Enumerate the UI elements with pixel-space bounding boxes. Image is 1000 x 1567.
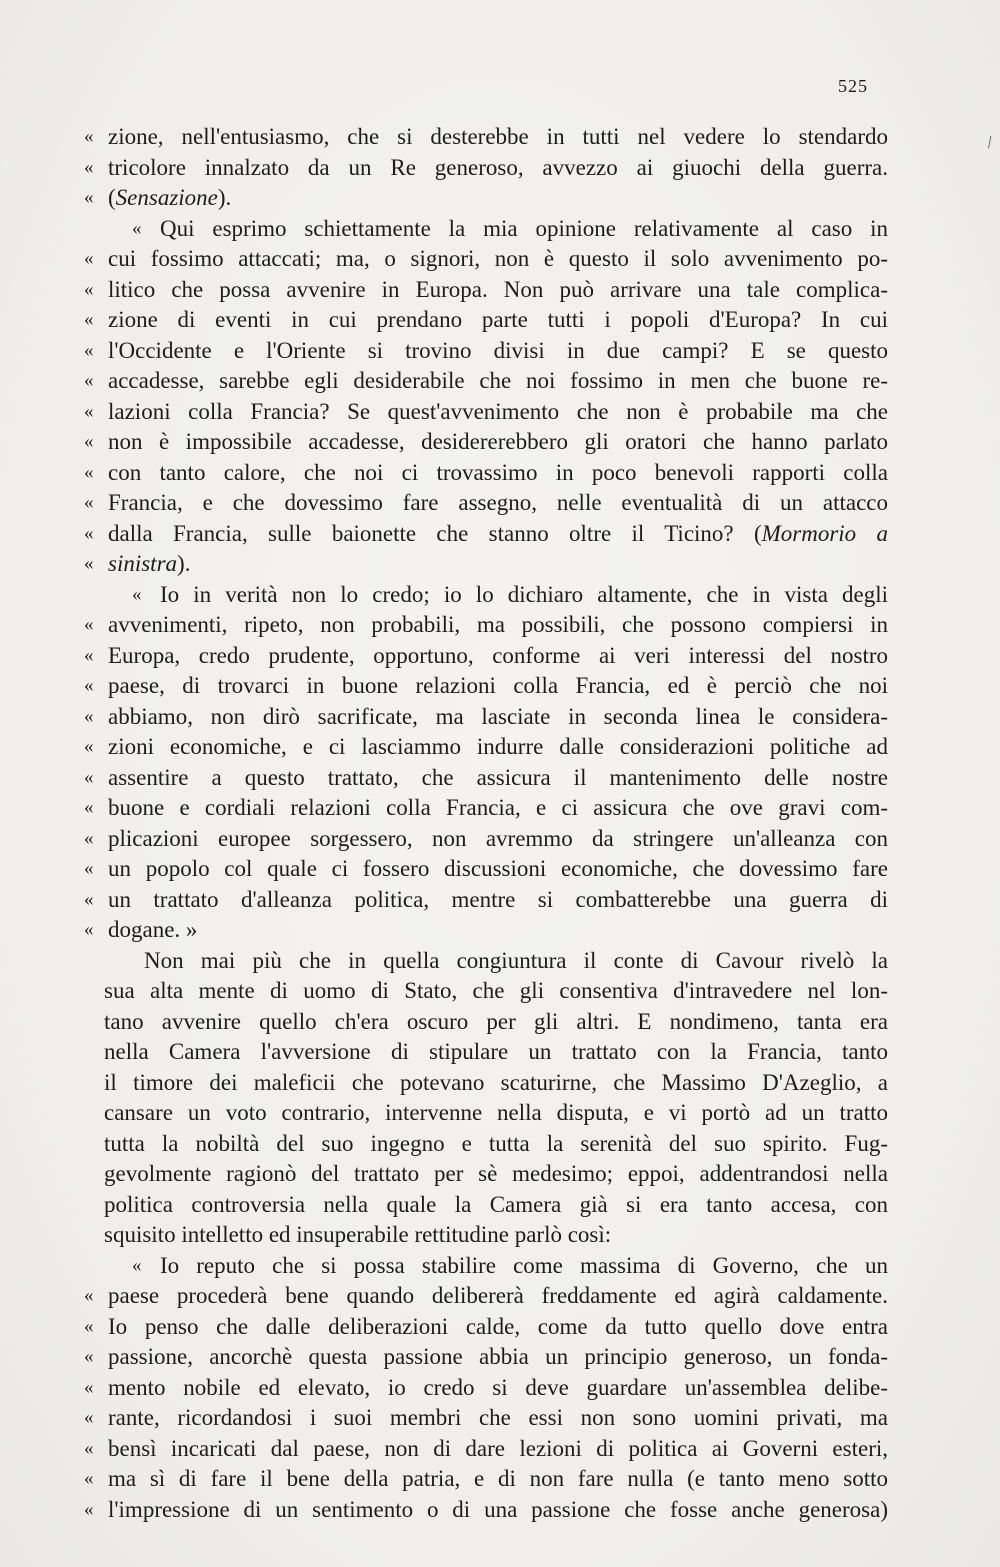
line-text: sua alta mente di uomo di Stato, che gli consentiva d'intravedere nel lon- [104,978,888,1003]
text-line [0,1373,1000,1404]
text-line [0,1464,1000,1495]
line-text: l'impressione di un sentimento o di una passione che fosse anche generosa) [108,1496,888,1522]
quote-guillemet: « [84,1468,94,1489]
text-line [0,671,1000,702]
line-text: Io penso che dalle deliberazioni calde, come da tutto quello dove entra [108,1313,888,1339]
quote-guillemet: « [84,705,94,727]
line-text: zione, nell'entusiasmo, che si desterebbe in tutti nel vedere lo stendardo [108,124,888,149]
quote-guillemet: « [84,126,94,147]
text-line [0,1007,1000,1038]
quote-guillemet: « [84,858,94,879]
quote-guillemet: « [84,278,94,300]
text-line [0,854,1000,885]
line-text: mento nobile ed elevato, io credo si deve guardare un'assemblea delibe- [108,1374,888,1400]
text-line [0,763,1000,794]
quote-guillemet: « [84,1346,94,1367]
text-line [0,915,1000,946]
line-text: con tanto calore, che noi ci trovassimo in poco benevoli rapporti colla [108,459,888,485]
quote-guillemet: « [132,1254,142,1276]
quote-guillemet: « [84,888,94,910]
text-line [0,305,1000,336]
text-line [0,336,1000,367]
quote-guillemet: « [84,675,94,696]
text-line [0,1068,1000,1099]
line-text: litico che possa avvenire in Europa. Non può arrivare una tale complica- [108,276,888,302]
quote-guillemet: « [84,736,94,757]
text-line [0,397,1000,428]
line-text: dalla Francia, sulle baionette che stanno oltre il Ticino? (Mormorio a [108,520,888,546]
text-line [0,1434,1000,1465]
text-line [0,214,1000,245]
margin-mark-icon: \ [982,132,997,152]
text-line [0,641,1000,672]
text-line [0,732,1000,763]
line-text: non è impossibile accadesse, desidererebbero gli oratori che hanno parlato [108,429,888,454]
line-text: zione di eventi in cui prendano parte tutti i popoli d'Europa? In cui [108,307,888,332]
text-line [0,153,1000,184]
quote-guillemet: « [84,1498,94,1520]
quote-guillemet: « [132,583,142,605]
text-line [0,976,1000,1007]
quote-guillemet: « [84,614,94,635]
quote-guillemet: « [84,644,94,666]
line-text: rante, ricordandosi i suoi membri che essi non sono uomini privati, ma [108,1405,888,1430]
page-body-text [0,122,1000,1525]
line-text: dogane. » [108,917,198,942]
quote-guillemet: « [84,1407,94,1428]
quote-guillemet: « [132,217,142,239]
line-text: tutta la nobiltà del suo ingegno e tutta la serenità del suo spirito. Fug- [104,1130,888,1156]
line-text: tano avvenire quello ch'era oscuro per gli altri. E nondimeno, tanta era [104,1008,888,1034]
line-text: (Sensazione). [108,185,232,210]
quote-guillemet: « [84,827,94,849]
quote-guillemet: « [84,797,94,818]
line-text: l'Occidente e l'Oriente si trovino divisi in due campi? E se questo [108,337,888,363]
text-line [0,580,1000,611]
text-line [0,610,1000,641]
line-text: un trattato d'alleanza politica, mentre si combatterebbe una guerra di [108,886,888,912]
line-text: paese, di trovarci in buone relazioni colla Francia, ed è perciò che noi [108,673,888,698]
text-line [0,1342,1000,1373]
line-text: Io in verità non lo credo; io lo dichiaro altamente, che in vista degli [160,581,888,607]
quote-guillemet: « [84,187,94,208]
line-text: ma sì di fare il bene della patria, e di non fare nulla (e tanto meno sotto [108,1466,888,1491]
line-text: abbiamo, non dirò sacrificate, ma lasciate in seconda linea le considera- [108,703,888,729]
line-text: passione, ancorchè questa passione abbia un principio generoso, un fonda- [108,1344,888,1369]
quote-guillemet: « [84,492,94,513]
quote-guillemet: « [84,919,94,940]
quote-guillemet: « [84,431,94,452]
line-text: il timore dei maleficii che potevano scaturirne, che Massimo D'Azeglio, a [104,1069,888,1095]
text-line [0,1220,1000,1251]
quote-guillemet: « [84,248,94,269]
text-line [0,458,1000,489]
line-text: un popolo col quale ci fossero discussioni economiche, che dovessimo fare [108,856,888,881]
line-text: zioni economiche, e ci lasciammo indurre dalle considerazioni politiche ad [108,734,888,759]
text-line [0,1495,1000,1526]
line-text: Francia, e che dovessimo fare assegno, nelle eventualità di un attacco [108,490,888,515]
text-line [0,793,1000,824]
quote-guillemet: « [84,309,94,330]
quote-guillemet: « [84,766,94,788]
text-line [0,519,1000,550]
text-line [0,366,1000,397]
line-text: tricolore innalzato da un Re generoso, avvezzo ai giuochi della guerra. [108,154,888,180]
text-line [0,1098,1000,1129]
text-line [0,885,1000,916]
text-line [0,1037,1000,1068]
text-line [0,488,1000,519]
text-line [0,1312,1000,1343]
text-line [0,1190,1000,1221]
text-line [0,1281,1000,1312]
line-text: plicazioni europee sorgessero, non avremmo da stringere un'alleanza con [108,825,888,851]
line-text: squisito intelletto ed insuperabile rettitudine parlò così: [104,1222,612,1247]
quote-guillemet: « [84,156,94,178]
line-text: paese procederà bene quando delibererà freddamente ed agirà caldamente. [108,1283,888,1308]
quote-guillemet: « [84,339,94,361]
text-line [0,427,1000,458]
quote-guillemet: « [84,1315,94,1337]
text-line [0,549,1000,580]
page-number: 525 [838,76,868,96]
line-text: bensì incaricati dal paese, non di dare lezioni di politica ai Governi esteri, [108,1435,888,1461]
quote-guillemet: « [84,1376,94,1398]
line-text: avvenimenti, ripeto, non probabili, ma possibili, che possono compiersi in [108,612,888,637]
line-text: politica controversia nella quale la Camera già si era tanto accesa, con [104,1191,888,1217]
text-line [0,946,1000,977]
quote-guillemet: « [84,461,94,483]
text-line [0,275,1000,306]
quote-guillemet: « [84,553,94,574]
line-text: Io reputo che si possa stabilire come massima di Governo, che un [160,1252,888,1278]
quote-guillemet: « [84,522,94,544]
text-line [0,1251,1000,1282]
line-text: Qui esprimo schiettamente la mia opinione relativamente al caso in [160,215,888,241]
text-line [0,244,1000,275]
quote-guillemet: « [84,1437,94,1459]
line-text: Europa, credo prudente, opportuno, conforme ai veri interessi del nostro [108,642,888,668]
text-line [0,183,1000,214]
text-line [0,1129,1000,1160]
line-text: buone e cordiali relazioni colla Francia, e ci assicura che ove gravi com- [108,795,888,820]
line-text: sinistra). [108,551,191,576]
quote-guillemet: « [84,400,94,422]
line-text: cansare un voto contrario, intervenne nella disputa, e vi portò ad un tratto [104,1100,888,1125]
quote-guillemet: « [84,370,94,391]
text-line [0,1159,1000,1190]
text-line [0,824,1000,855]
line-text: accadesse, sarebbe egli desiderabile che noi fossimo in men che buone re- [108,368,888,393]
text-line [0,122,1000,153]
line-text: Non mai più che in quella congiuntura il conte di Cavour rivelò la [144,947,888,973]
line-text: gevolmente ragionò del trattato per sè medesimo; eppoi, addentrandosi nella [104,1161,888,1186]
text-line [0,702,1000,733]
line-text: cui fossimo attaccati; ma, o signori, non è questo il solo avvenimento po- [108,246,888,271]
quote-guillemet: « [84,1285,94,1306]
text-line [0,1403,1000,1434]
line-text: assentire a questo trattato, che assicura il mantenimento delle nostre [108,764,888,790]
line-text: lazioni colla Francia? Se quest'avvenimento che non è probabile ma che [108,398,888,424]
line-text: nella Camera l'avversione di stipulare un trattato con la Francia, tanto [104,1039,888,1064]
